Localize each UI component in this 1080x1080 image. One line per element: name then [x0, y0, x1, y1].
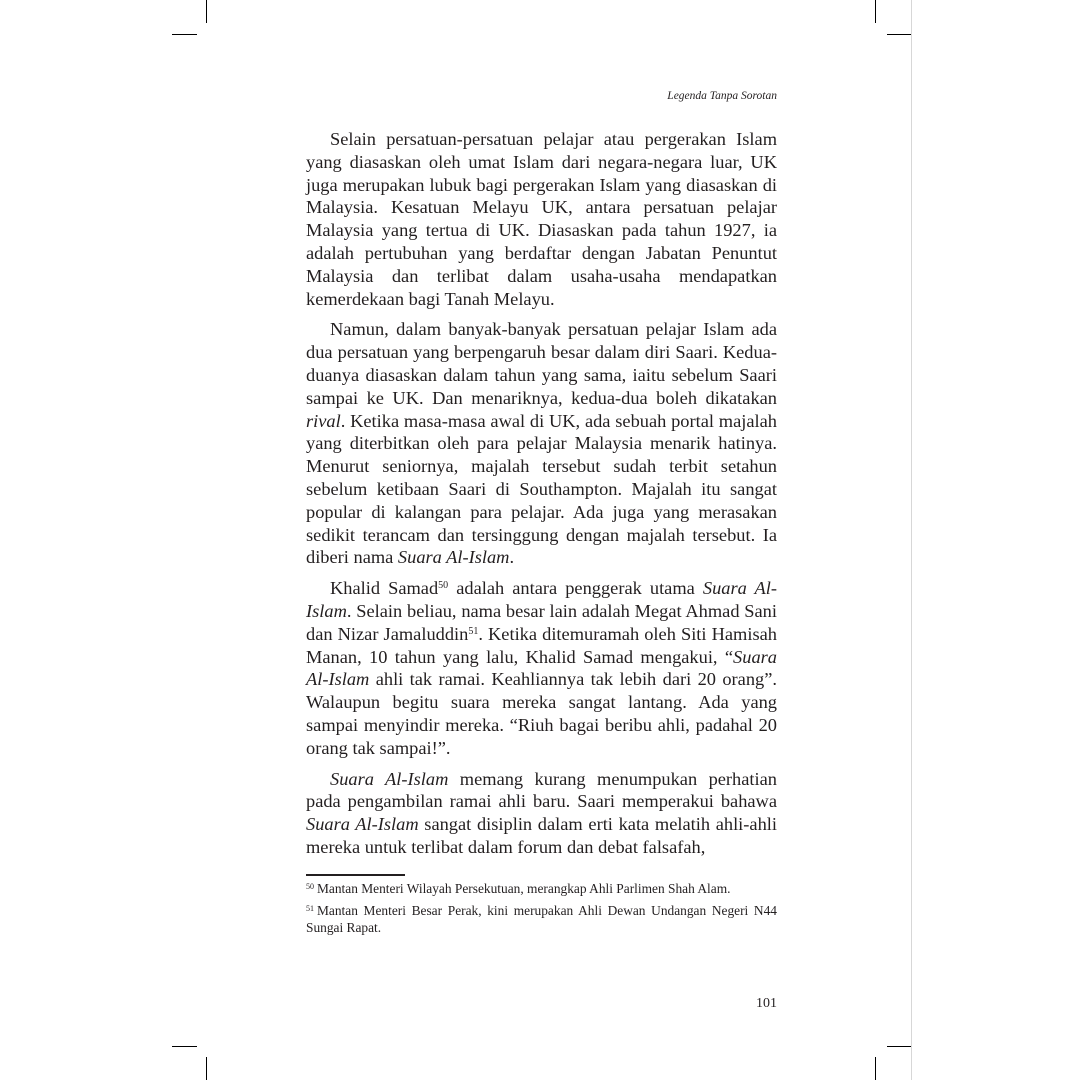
paragraph: [306, 577, 777, 759]
footnote: [306, 880, 777, 897]
body-text: [306, 128, 777, 859]
crop-mark-bottom-right-vertical: [875, 1057, 876, 1080]
footnote-reference: 51: [468, 625, 479, 637]
footnotes: [306, 880, 777, 941]
italic-text: Suara Al-Islam: [397, 547, 510, 568]
italic-text: rival: [306, 410, 341, 431]
text-run: . Selain beliau, nama besar lain adalah Megat Ahmad Sani dan Nizar Jamaluddin: [306, 600, 777, 644]
crop-mark-top-left-vertical: [206, 0, 207, 23]
footnote-number: 51: [306, 904, 314, 913]
text-run: memang kurang menumpukan perhatian pada pengambilan ramai ahli baru. Saari memperakui bahawa: [306, 768, 777, 812]
crop-mark-top-right-vertical: [875, 0, 876, 23]
crop-mark-bottom-left-horizontal: [172, 1046, 197, 1047]
italic-text: Suara Al-Islam: [330, 768, 449, 789]
paragraph: [306, 128, 777, 310]
crop-mark-top-right-horizontal: [887, 34, 912, 35]
page-edge: [911, 0, 912, 1080]
footnote-number: 50: [306, 882, 314, 891]
running-head: Legenda Tanpa Sorotan: [667, 90, 777, 102]
footnote-text: Mantan Menteri Wilayah Persekutuan, merangkap Ahli Parlimen Shah Alam.: [317, 881, 731, 896]
text-run: adalah antara penggerak utama: [448, 578, 703, 599]
text-run: Namun, dalam banyak-banyak persatuan pelajar Islam ada dua persatuan yang berpengaruh besar dalam diri Saari. Kedua-duanya diasaskan dalam tahun yang sama, iaitu sebelum Saari sampai ke UK. Dan menariknya, kedua-dua boleh dikatakan: [306, 319, 777, 408]
page-number: 101: [756, 996, 777, 1011]
italic-text: Suara Al-Islam: [306, 646, 777, 690]
footnote: [306, 902, 777, 936]
footnote-text: Mantan Menteri Besar Perak, kini merupakan Ahli Dewan Undangan Negeri N44 Sungai Rapat.: [306, 903, 777, 935]
crop-mark-bottom-left-vertical: [206, 1057, 207, 1080]
text-run: Khalid Samad: [330, 578, 439, 599]
italic-text: Suara Al-Islam: [306, 814, 419, 835]
text-run: . Ketika masa-masa awal di UK, ada sebuah portal majalah yang diterbitkan oleh para pelajar Malaysia menarik hatinya. Menurut seniornya, majalah tersebut sudah terbit setahun sebelum ketibaan Saari di Southampton. Majalah itu sangat popular di kalangan para pelajar. Ada juga yang merasakan sedikit terancam dan tersinggung dengan majalah tersebut. Ia diberi nama: [306, 410, 777, 568]
footnote-reference: 50: [438, 580, 449, 592]
text-run: . Ketika ditemuramah oleh Siti Hamisah Manan, 10 tahun yang lalu, Khalid Samad mengakui, “: [306, 623, 777, 667]
text-run: sangat disiplin dalam erti kata melatih ahli-ahli mereka untuk terlibat dalam forum dan debat falsafah,: [306, 814, 777, 857]
text-run: ahli tak ramai. Keahliannya tak lebih dari 20 orang”. Walaupun begitu suara mereka sangat lantang. Ada yang sampai menyindir mereka. “Riuh bagai beribu ahli, padahal 20 orang tak sampai!”.: [306, 669, 777, 758]
text-run: Selain persatuan-persatuan pelajar atau pergerakan Islam yang diasaskan oleh umat Islam dari negara-negara luar, UK juga merupakan lubuk bagi pergerakan Islam yang diasaskan di Malaysia. Kesatuan Melayu UK, antara persatuan pelajar Malaysia yang tertua di UK. Diasaskan pada tahun 1927, ia adalah pertubuhan yang berdaftar dengan Jabatan Penuntut Malaysia dan terlibat dalam usaha-usaha mendapatkan kemerdekaan bagi Tanah Melayu.: [306, 129, 777, 309]
footnote-rule: [306, 874, 405, 876]
text-run: .: [509, 547, 515, 568]
italic-text: Suara Al-Islam: [306, 578, 778, 621]
crop-mark-bottom-right-horizontal: [887, 1046, 912, 1047]
paragraph: [306, 318, 777, 569]
paragraph: [306, 768, 777, 859]
crop-mark-top-left-horizontal: [172, 34, 197, 35]
